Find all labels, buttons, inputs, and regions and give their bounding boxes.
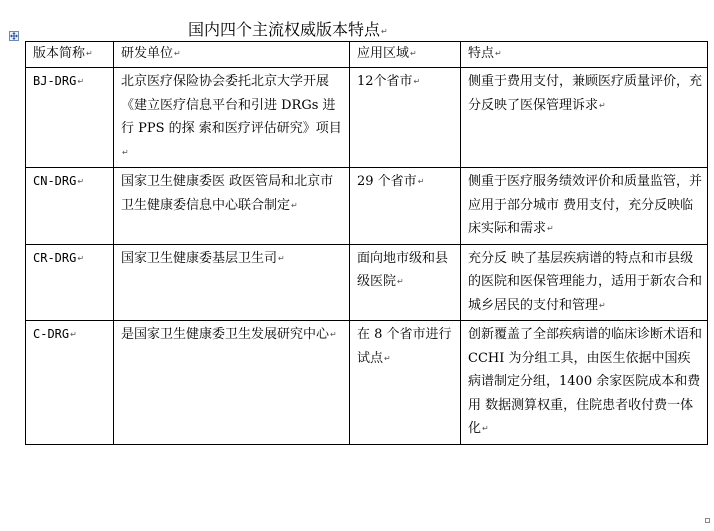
cell-org: 国家卫生健康委医 政医管局和北京市卫生健康委信息中心联合制定↵	[114, 168, 350, 245]
table-row	[26, 68, 708, 168]
cell-region: 面向地市级和县级医院↵	[350, 244, 461, 321]
table-header-row	[26, 42, 708, 68]
table-move-handle-icon[interactable]	[9, 31, 19, 41]
paragraph-mark-icon: ↵	[381, 27, 388, 36]
cell-abbr: BJ-DRG↵	[26, 68, 114, 168]
header-features: 特点↵	[461, 42, 708, 68]
cell-region: 在 8 个省市进行试点↵	[350, 321, 461, 445]
cell-features: 充分反 映了基层疾病谱的特点和市县级的医院和医保管理能力，适用于新农合和 城乡居民的支付和管理↵	[461, 244, 708, 321]
cell-features: 创新覆盖了全部疾病谱的临床诊断术语和 CCHI 为分组工具，由医生依据中国疾病谱制定分组，1400 余家医院成本和费用 数据测算权重，住院患者收付费一体化↵	[461, 321, 708, 445]
table-resize-handle-icon[interactable]	[705, 518, 710, 523]
document-title	[188, 20, 388, 42]
header-org: 研发单位↵	[114, 42, 350, 68]
cell-region: 12个省市↵	[350, 68, 461, 168]
table-row	[26, 168, 708, 245]
table-row	[26, 321, 708, 445]
cell-features: 侧重于费用支付，兼顾医疗质量评价，充分反映了医保管理诉求↵	[461, 68, 708, 168]
header-abbr: 版本简称↵	[26, 42, 114, 68]
cell-org: 国家卫生健康委基层卫生司↵	[114, 244, 350, 321]
header-region: 应用区域↵	[350, 42, 461, 68]
cell-org: 北京医疗保险协会委托北京大学开展《建立医疗信息平台和引进 DRGs 进行 PPS 的探 索和医疗评估研究》项目↵	[114, 68, 350, 168]
drg-version-table	[25, 41, 708, 445]
cell-abbr: C-DRG↵	[26, 321, 114, 445]
cell-features: 侧重于医疗服务绩效评价和质量监管，并应用于部分城市 费用支付，充分反映临床实际和需求↵	[461, 168, 708, 245]
document-title-text: 国内四个主流权威版本特点	[188, 20, 381, 39]
cell-region: 29 个省市↵	[350, 168, 461, 245]
cell-abbr: CN-DRG↵	[26, 168, 114, 245]
cell-org: 是国家卫生健康委卫生发展研究中心↵	[114, 321, 350, 445]
cell-abbr: CR-DRG↵	[26, 244, 114, 321]
table-row	[26, 244, 708, 321]
